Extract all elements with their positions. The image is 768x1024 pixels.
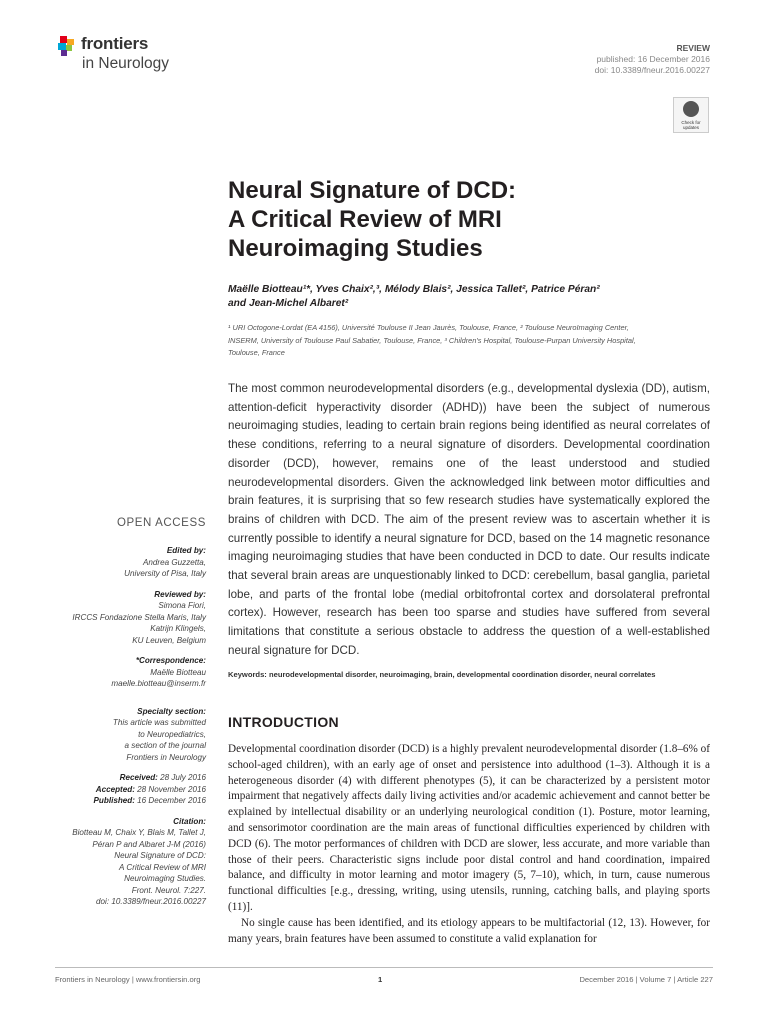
edited-by-label: Edited by: <box>166 546 206 555</box>
affiliation-line: ¹ URI Octogone-Lordat (EA 4156), Université Toulouse II Jean Jaurès, Toulouse, France, ² Toulouse NeuroImaging Center, <box>228 323 629 332</box>
specialty-line: a section of the journal <box>124 741 206 750</box>
citation-line: Neuroimaging Studies. <box>124 874 206 883</box>
check-updates-icon <box>683 101 699 117</box>
title-line: Neural Signature of DCD: <box>228 177 517 204</box>
journal-logo[interactable] <box>58 34 198 80</box>
reviewer-affiliation: KU Leuven, Belgium <box>132 635 206 645</box>
authors-line: and Jean-Michel Albaret² <box>228 298 349 309</box>
doi-link[interactable]: doi: 10.3389/fneur.2016.00227 <box>594 65 710 75</box>
article-meta <box>595 43 710 76</box>
affiliation-line: Toulouse, France <box>228 348 285 357</box>
author-list <box>228 283 688 311</box>
citation-line: A Critical Review of MRI <box>119 862 206 872</box>
published-date: published: 16 December 2016 <box>596 54 710 64</box>
received-date <box>20 772 206 784</box>
received-label: Received: <box>119 773 158 782</box>
article-type: REVIEW <box>676 43 710 53</box>
keywords-list: neurodevelopmental disorder, neuroimaging, brain, developmental coordination disorder, neural correlates <box>268 670 656 679</box>
intro-paragraph: Developmental coordination disorder (DCD) is a highly prevalent neurodevelopmental disorder (1.8–6% of school-aged children), with an early age of onset and persistence into adulthood (1–3). Although it is a heterogeneous disorder (4) with different phenotypes (5), it can be characterized by a persistent motor impairment that negatively affects daily living activities and/or academic achievement and cannot better be explained by intellectual disability or an underlying neurological condition (1). Posture, motor learning, and sensorimotor coordination are the main areas of functional difficulties experienced by children with DCD (6). The motor performances of children with DCD are slower, less accurate, and more variable than those of their peers. Characteristic signs include poor distal control and hand coordination, impaired balance, and difficulty in motor learning and motor imagery (5, 7–10), which, in turn, cause numerous functional difficulties [e.g., dressing, writing, using utensils, running, catching balls, and playing sports (11)]. <box>228 743 710 913</box>
footer-divider <box>55 967 713 968</box>
reviewed-by-label: Reviewed by: <box>154 589 206 599</box>
citation-line: Biotteau M, Chaix Y, Blais M, Tallet J, <box>72 828 206 837</box>
keywords-label: Keywords: <box>228 670 267 679</box>
check-updates-label: Check for updates <box>681 120 701 130</box>
published-value: 16 December 2016 <box>137 796 206 805</box>
affiliations <box>228 322 703 360</box>
introduction-body <box>228 742 710 947</box>
abstract: The most common neurodevelopmental disorders (e.g., developmental dyslexia (DD), autism, attention-deficit hyperactivity disorder (ADHD)) have been the subject of numerous neuroimaging studies, leading to certain brain regions being identified as neural correlates of these conditions, referring to a neural signature of disorders. Developmental coordination disorder (DCD), however, remains one of the least understood and studied neurodevelopmental disorders. Given the acknowledged link between motor difficulties and brain features, it is surprising that so few research studies have systematically explored the brains of children with DCD. The aim of the present review was to ascertain whether it is currently possible to identify a neural signature for DCD, based on the 14 magnetic resonance imaging neuroimaging studies that have been conducted in DCD to date. Our results indicate that several brain areas are unquestionably linked to DCD: cerebellum, basal ganglia, parietal lobe, and parts of the frontal lobe (medial orbitofrontal cortex and dorsolateral prefrontal cortex). However, research has been too sparse and studies have suffered from several limitations that constitute a serious obstacle to address the question of a well-established neural signature for DCD. <box>228 382 710 657</box>
specialty-line: Frontiers in Neurology <box>126 752 206 762</box>
accepted-value: 28 November 2016 <box>137 784 206 794</box>
footer-journal-link[interactable]: Frontiers in Neurology | www.frontiersin.org <box>55 975 201 984</box>
accepted-label: Accepted: <box>95 784 135 794</box>
frontiers-logo-icon <box>58 36 78 56</box>
footer-issue-info: December 2016 | Volume 7 | Article 227 <box>579 975 713 984</box>
open-access-label: OPEN ACCESS <box>116 517 206 529</box>
citation-doi-link[interactable]: doi: 10.3389/fneur.2016.00227 <box>96 897 206 906</box>
reviewer-name: Katrijn Klingels, <box>150 624 206 633</box>
reviewer-affiliation: IRCCS Fondazione Stella Maris, Italy <box>72 612 206 622</box>
specialty-line: This article was submitted <box>112 718 206 727</box>
section-heading: INTRODUCTION <box>228 714 339 730</box>
citation-line: Péran P and Albaret J-M (2016) <box>92 839 206 849</box>
correspondence-label: *Correspondence: <box>135 656 206 665</box>
title-line: Neuroimaging Studies <box>228 235 483 262</box>
affiliation-line: INSERM, University of Toulouse Paul Sabatier, Toulouse, France, ³ Children's Hospital, Toulouse-Purpan University Hospital, <box>228 335 636 345</box>
article-info-sidebar <box>20 545 206 908</box>
title-line: A Critical Review of MRI <box>228 206 502 233</box>
check-for-updates-button[interactable] <box>673 97 709 133</box>
received-value: 28 July 2016 <box>160 773 206 782</box>
accepted-date <box>20 784 206 796</box>
article-title <box>228 176 688 263</box>
logo-journal-text: in Neurology <box>82 55 170 72</box>
logo-brand-text: frontiers <box>81 34 149 53</box>
correspondence-email-link[interactable]: maelle.biotteau@inserm.fr <box>111 679 206 688</box>
citation-line: Front. Neurol. 7:227. <box>131 885 206 895</box>
published-label: Published: <box>93 796 135 805</box>
reviewer-name: Simona Fiori, <box>158 601 206 610</box>
page-number: 1 <box>378 975 383 984</box>
specialty-section-label: Specialty section: <box>137 706 206 716</box>
intro-paragraph: No single cause has been identified, and its etiology appears to be multifactorial (12, 13). However, for many years, brain features have been assumed to constitute a valid explanation for <box>228 916 710 945</box>
citation-line: Neural Signature of DCD: <box>114 851 206 860</box>
correspondence-name: Maëlle Biotteau <box>150 667 206 677</box>
authors-line: Maëlle Biotteau¹*, Yves Chaix²,³, Mélody Blais², Jessica Tallet², Patrice Péran² <box>228 284 600 295</box>
specialty-line: to Neuropediatrics, <box>138 729 206 739</box>
citation-label: Citation: <box>173 816 206 826</box>
editor-affiliation: University of Pisa, Italy <box>124 569 206 578</box>
editor-name: Andrea Guzzetta, <box>143 557 206 567</box>
published-date-sidebar <box>20 795 206 807</box>
keywords <box>228 669 710 682</box>
